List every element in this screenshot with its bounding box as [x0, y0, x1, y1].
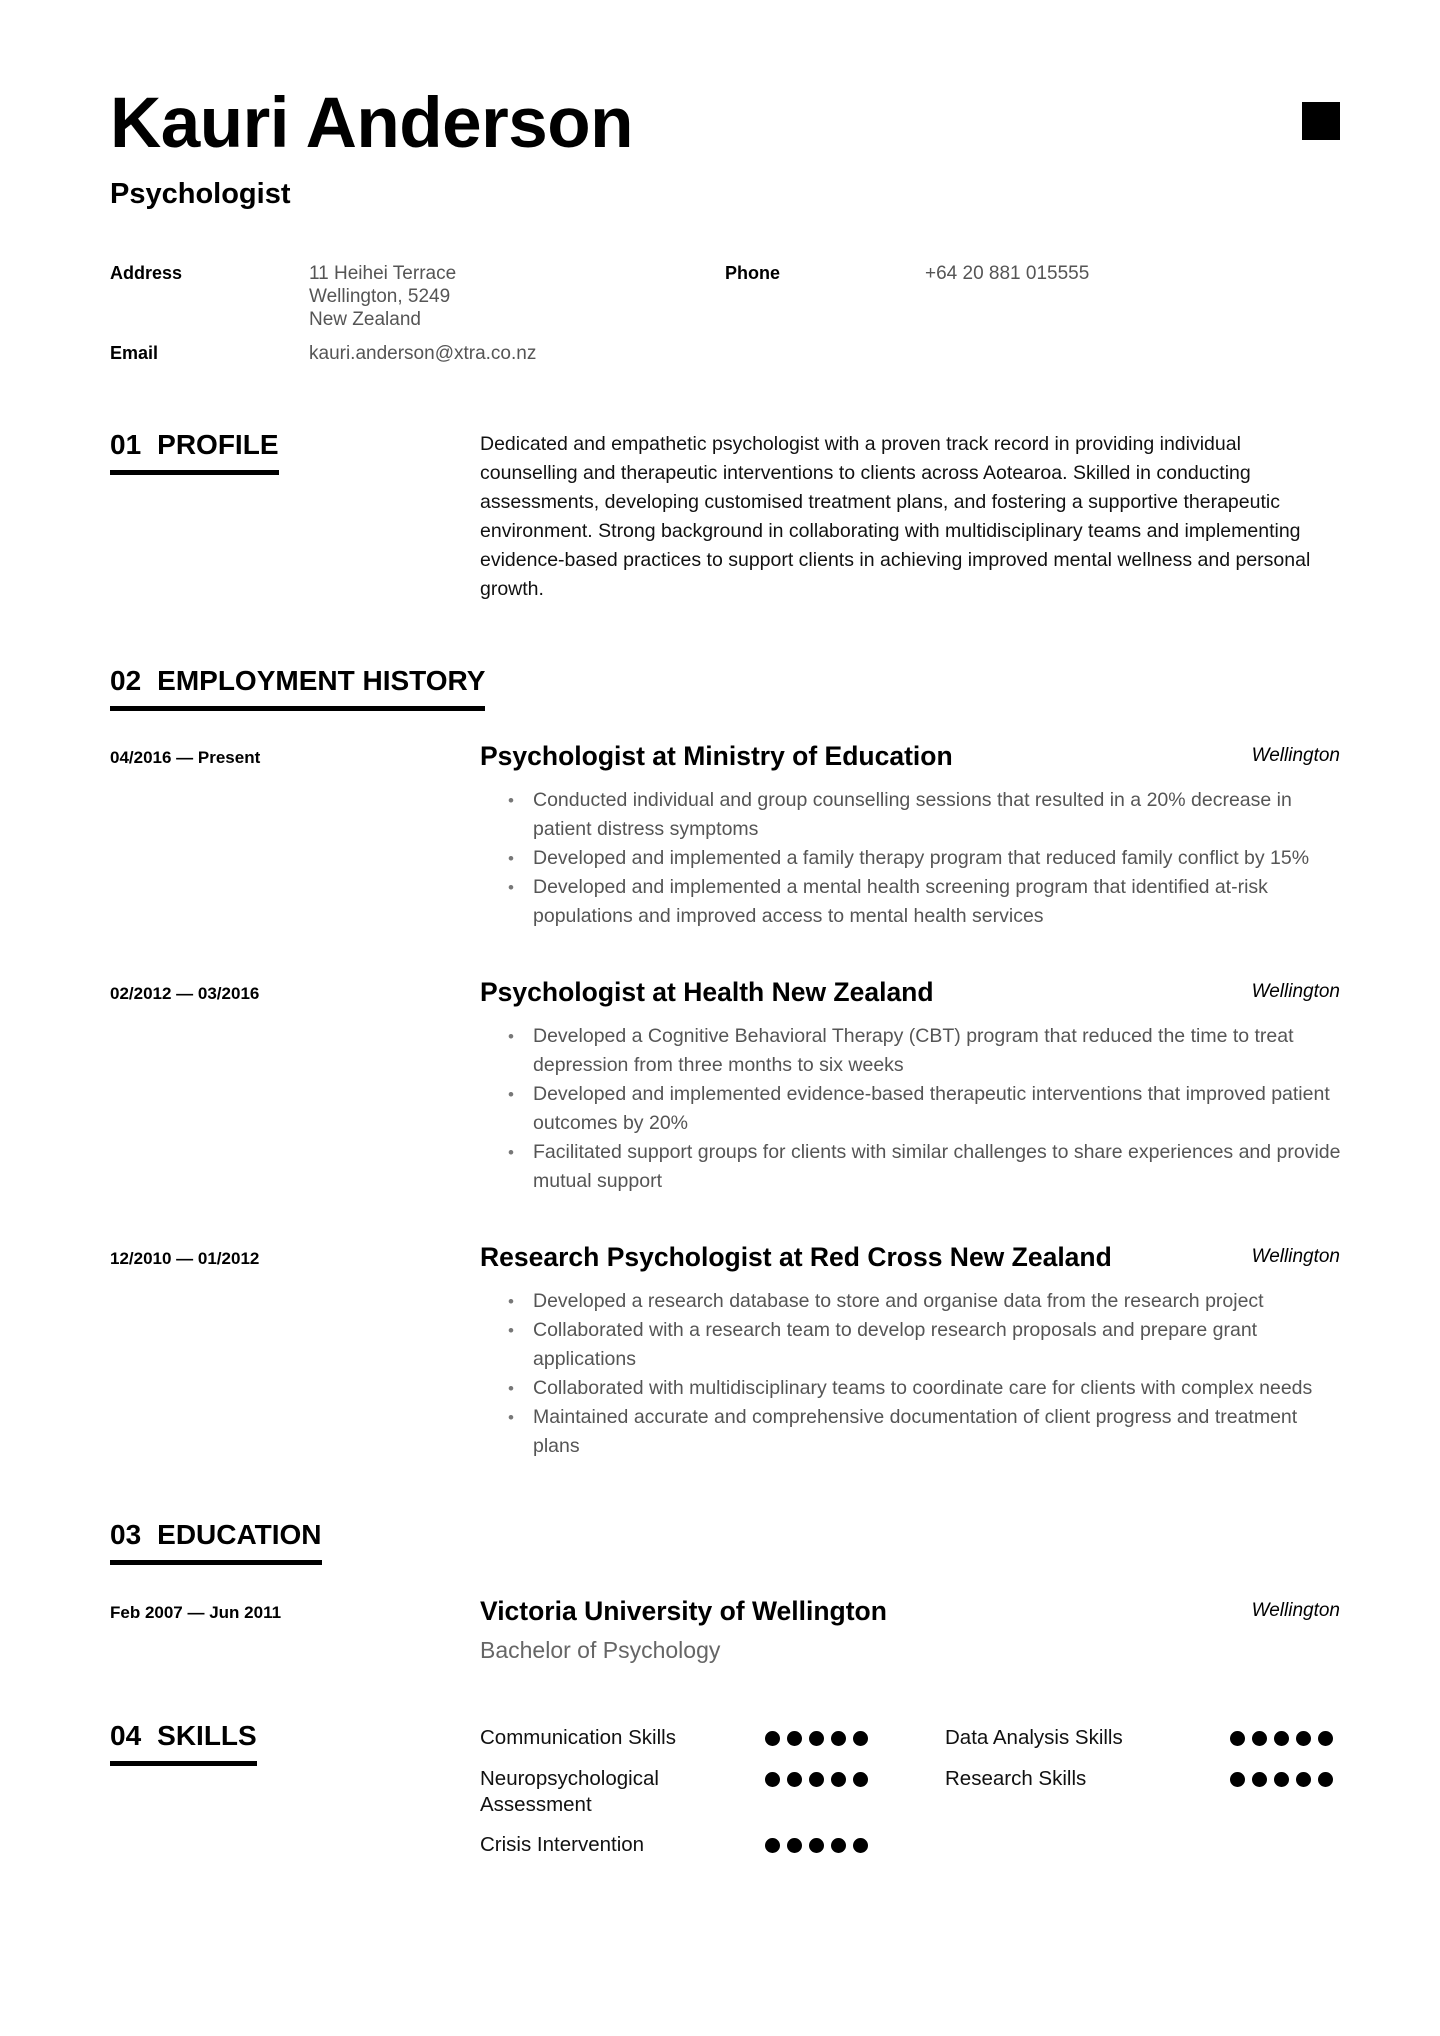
skill-rating	[765, 1731, 868, 1746]
resume-page	[110, 0, 1340, 2036]
candidate-name: Kauri Anderson	[110, 84, 633, 163]
section-number: 04	[110, 1720, 142, 1751]
profile-summary: Dedicated and empathetic psychologist with a proven track record in providing individual counselling and therapeutic interventions to clients across Aotearoa. Skilled in conducting assessments, developing customised treatment plans, and fostering a supportive therapeutic environment. Strong background in collaborating with multidisciplinary teams and implementing evidence-based practices to support clients in achieving improved mental wellness and personal growth.	[480, 433, 1311, 600]
rating-dot-icon	[809, 1772, 824, 1787]
square-logo-icon	[1302, 102, 1340, 140]
job-bullet: • Collaborated with multidisciplinary teams to coordinate care for clients with complex needs	[480, 1374, 1348, 1403]
skill-name: Data Analysis Skills	[945, 1726, 1123, 1749]
job-city: Wellington	[1251, 745, 1340, 766]
skill-rating	[765, 1838, 868, 1853]
job-bullet: • Developed a Cognitive Behavioral Therapy (CBT) program that reduced the time to treat depression from three months to six weeks	[480, 1022, 1348, 1080]
rating-dot-icon	[1318, 1772, 1333, 1787]
section-heading-employment	[110, 664, 485, 711]
job-city: Wellington	[1251, 1246, 1340, 1267]
job-dates: 04/2016 — Present	[110, 748, 261, 767]
rating-dot-icon	[787, 1731, 802, 1746]
job-title: Psychologist at Ministry of Education	[480, 741, 953, 771]
rating-dot-icon	[853, 1731, 868, 1746]
job-role: Psychologist	[110, 178, 291, 210]
address-label: Address	[110, 263, 183, 283]
rating-dot-icon	[831, 1772, 846, 1787]
address-line-1: 11 Heihei Terrace	[309, 263, 457, 284]
rating-dot-icon	[853, 1772, 868, 1787]
rating-dot-icon	[1230, 1731, 1245, 1746]
email-value: kauri.anderson@xtra.co.nz	[309, 343, 537, 364]
rating-dot-icon	[765, 1731, 780, 1746]
section-heading-profile	[110, 428, 279, 475]
section-title: PROFILE	[157, 429, 279, 460]
section-number: 02	[110, 665, 142, 696]
job-bullets	[480, 1022, 1348, 1196]
rating-dot-icon	[1230, 1772, 1245, 1787]
phone-value: +64 20 881 015555	[925, 263, 1090, 284]
section-heading-education	[110, 1518, 322, 1565]
rating-dot-icon	[1318, 1731, 1333, 1746]
rating-dot-icon	[1252, 1731, 1267, 1746]
job-bullet: • Collaborated with a research team to develop research proposals and prepare grant applications	[480, 1316, 1348, 1374]
job-dates: 12/2010 — 01/2012	[110, 1249, 260, 1268]
section-title: EMPLOYMENT HISTORY	[157, 665, 486, 696]
skill-rating	[1230, 1731, 1333, 1746]
job-bullet: • Developed and implemented a mental health screening program that identified at-risk populations and improved access to mental health services	[480, 873, 1348, 931]
education-degree: Bachelor of Psychology	[480, 1637, 721, 1663]
education-dates: Feb 2007 — Jun 2011	[110, 1603, 282, 1622]
job-bullet: • Facilitated support groups for clients with similar challenges to share experiences and provide mutual support	[480, 1138, 1348, 1196]
rating-dot-icon	[765, 1772, 780, 1787]
skill-name: Communication Skills	[480, 1726, 676, 1749]
address-line-3: New Zealand	[309, 309, 421, 330]
rating-dot-icon	[1252, 1772, 1267, 1787]
skill-name: Research Skills	[945, 1767, 1087, 1790]
job-bullets	[480, 1287, 1348, 1461]
job-bullet: • Conducted individual and group counselling sessions that resulted in a 20% decrease in patient distress symptoms	[480, 786, 1348, 844]
section-title: EDUCATION	[157, 1519, 322, 1550]
rating-dot-icon	[853, 1838, 868, 1853]
education-school: Victoria University of Wellington	[480, 1596, 887, 1626]
job-dates: 02/2012 — 03/2016	[110, 984, 260, 1003]
rating-dot-icon	[787, 1772, 802, 1787]
rating-dot-icon	[809, 1731, 824, 1746]
address-line-2: Wellington, 5249	[309, 286, 451, 307]
job-title: Research Psychologist at Red Cross New Zealand	[480, 1242, 1112, 1272]
rating-dot-icon	[831, 1731, 846, 1746]
rating-dot-icon	[1296, 1731, 1311, 1746]
education-city: Wellington	[1251, 1600, 1340, 1621]
section-title: SKILLS	[157, 1720, 257, 1751]
section-number: 03	[110, 1519, 142, 1550]
rating-dot-icon	[1274, 1772, 1289, 1787]
rating-dot-icon	[787, 1838, 802, 1853]
rating-dot-icon	[1274, 1731, 1289, 1746]
section-heading-skills	[110, 1719, 257, 1766]
rating-dot-icon	[831, 1838, 846, 1853]
skill-rating	[1230, 1772, 1333, 1787]
skill-name: Neuropsychological Assessment	[480, 1767, 659, 1816]
rating-dot-icon	[765, 1838, 780, 1853]
job-bullets	[480, 786, 1348, 931]
skill-rating	[765, 1772, 868, 1787]
rating-dot-icon	[1296, 1772, 1311, 1787]
section-number: 01	[110, 429, 142, 460]
job-city: Wellington	[1251, 981, 1340, 1002]
job-bullet: • Developed and implemented a family therapy program that reduced family conflict by 15%	[480, 844, 1348, 873]
skill-name: Crisis Intervention	[480, 1833, 645, 1856]
phone-label: Phone	[725, 263, 781, 283]
rating-dot-icon	[809, 1838, 824, 1853]
job-bullet: • Maintained accurate and comprehensive documentation of client progress and treatment plans	[480, 1403, 1348, 1461]
job-bullet: • Developed a research database to store and organise data from the research project	[480, 1287, 1348, 1316]
job-title: Psychologist at Health New Zealand	[480, 977, 934, 1007]
job-bullet: • Developed and implemented evidence-based therapeutic interventions that improved patient outcomes by 20%	[480, 1080, 1348, 1138]
email-label: Email	[110, 343, 159, 363]
